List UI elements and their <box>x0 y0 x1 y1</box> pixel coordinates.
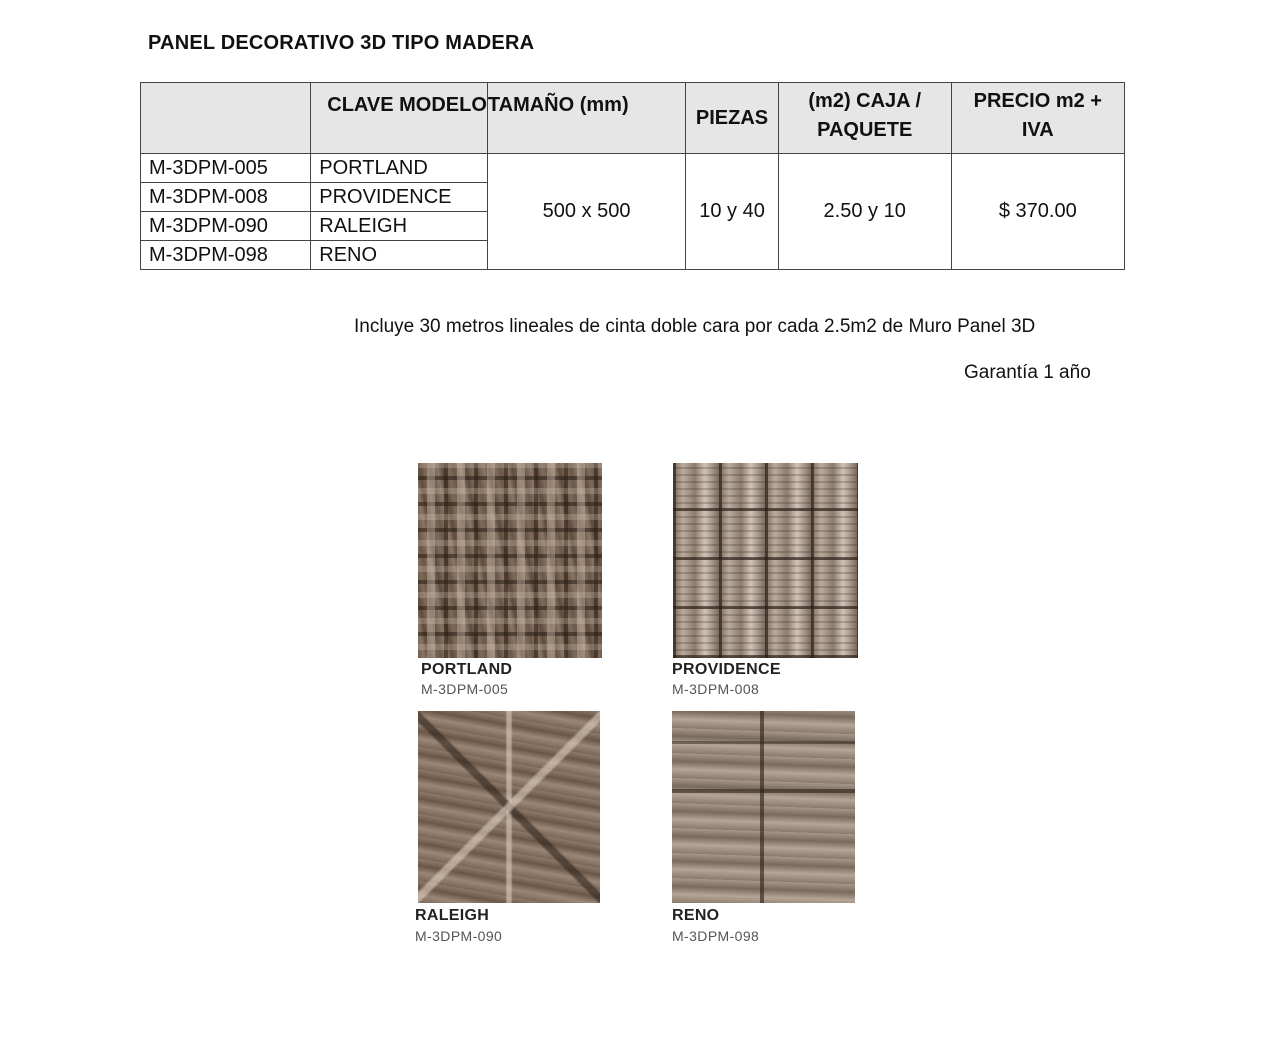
row-model: RENO <box>311 241 488 270</box>
cell-piezas: 10 y 40 <box>686 154 778 270</box>
providence-swatch-image <box>673 463 858 658</box>
raleigh-code: M-3DPM-090 <box>415 928 503 944</box>
price-table <box>140 82 1125 270</box>
row-code: M-3DPM-005 <box>141 154 311 183</box>
includes-note: Incluye 30 metros lineales de cinta doble cara por cada 2.5m2 de Muro Panel 3D <box>354 316 1036 337</box>
header-caja-paquete <box>778 83 951 154</box>
row-code: M-3DPM-090 <box>141 212 311 241</box>
portland-swatch-image <box>418 463 602 658</box>
table-row <box>141 154 1125 183</box>
cell-precio: $ 370.00 <box>951 154 1124 270</box>
providence-code: M-3DPM-008 <box>672 681 760 697</box>
header-empty <box>141 83 311 154</box>
reno-code: M-3DPM-098 <box>672 928 760 944</box>
header-caja-line2: PAQUETE <box>817 119 913 141</box>
page-title: PANEL DECORATIVO 3D TIPO MADERA <box>148 32 535 54</box>
header-precio-line2: IVA <box>1021 119 1054 141</box>
portland-code: M-3DPM-005 <box>421 681 509 697</box>
header-caja-line1: (m2) CAJA / <box>808 90 921 112</box>
cell-caja: 2.50 y 10 <box>778 154 951 270</box>
header-clave-modelo: CLAVE MODELO <box>311 83 488 154</box>
row-model: PORTLAND <box>311 154 488 183</box>
header-precio-line1: PRECIO m2 + <box>973 90 1102 112</box>
portland-name: PORTLAND <box>421 661 513 678</box>
header-tamano: TAMAÑO (mm) <box>487 83 685 154</box>
header-piezas: PIEZAS <box>686 83 778 154</box>
table-header-row <box>141 83 1125 154</box>
row-code: M-3DPM-098 <box>141 241 311 270</box>
raleigh-name: RALEIGH <box>415 907 490 924</box>
warranty-note: Garantía 1 año <box>964 362 1091 383</box>
row-model: PROVIDENCE <box>311 183 488 212</box>
cell-tamano: 500 x 500 <box>487 154 685 270</box>
header-precio <box>951 83 1124 154</box>
row-code: M-3DPM-008 <box>141 183 311 212</box>
row-model: RALEIGH <box>311 212 488 241</box>
providence-name: PROVIDENCE <box>672 661 781 678</box>
reno-swatch-image <box>672 711 855 903</box>
reno-name: RENO <box>672 907 720 924</box>
raleigh-swatch-image <box>418 711 600 903</box>
